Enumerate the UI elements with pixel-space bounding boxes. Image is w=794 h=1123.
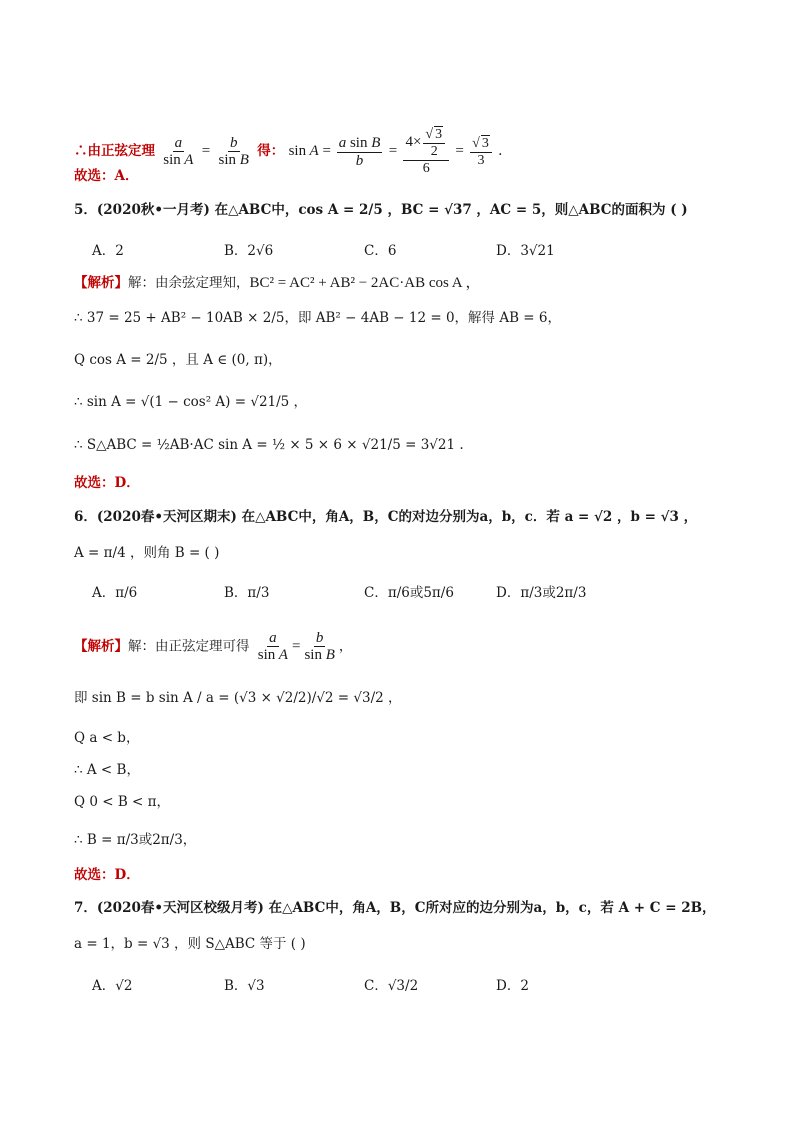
solution4-conclusion: ∴由正弦定理 $\frac{a}{\text{sin A}}$ = $\frac{b}{\text{sin B}}$ 得： sin A = $\frac{\text{a sin B}}{b}$ = 4× √ $\frac{3}{2}$ 6 = √ $\frac{3}{3}$ . (74, 126, 502, 177)
solution6-line3: Q a < b， (74, 730, 140, 746)
text: 得： (257, 143, 285, 159)
q6-option-a: A．π/6 (92, 585, 138, 601)
fraction: $\frac{a}{\text{sin A}}$ (257, 630, 288, 663)
answer-4: 故选：A． (74, 168, 139, 184)
q5-option-a: A．2 (92, 243, 124, 259)
answer-5: 故选：D． (74, 475, 140, 491)
question-6-stem-2: A = π/4 ，则角 B = ( ) (74, 545, 220, 561)
question-5-stem: 5．(2020秋•一月考) 在△ABC中，cos A = 2/5 ，BC = √37 ，AC = 5，则△ABC的面积为 ( ) (74, 202, 688, 218)
q6-option-b: B．π/3 (224, 585, 270, 601)
q6-option-c: C．π/6或5π/6 (364, 585, 454, 601)
q6-option-d: D．π/3或2π/3 (496, 585, 587, 601)
answer-6: 故选：D． (74, 867, 140, 883)
text: 解：由正弦定理可得 (128, 638, 250, 655)
solution6-line5: Q 0 < B < π， (74, 794, 171, 810)
q7-option-a: A．√2 (92, 978, 133, 994)
question-6-stem: 6．(2020春•天河区期末) 在△ABC中，角A，B，C的对边分别为a，b，c．若 a = √2 ，b = √3 ， (74, 509, 698, 525)
q7-option-b: B．√3 (224, 978, 265, 994)
fraction: $\frac{a}{\text{sin A}}$ (163, 134, 194, 168)
solution6-line6: ∴ B = π/3或2π/3， (74, 832, 197, 848)
fraction: $\frac{b}{\text{sin B}}$ (218, 134, 249, 168)
fraction: 4× √ $\frac{3}{2}$ 6 (403, 126, 449, 177)
q5-option-d: D．3√21 (496, 243, 555, 259)
solution-tag: 【解析】 (74, 275, 128, 291)
fraction: $\frac{\text{a sin B}}{b}$ (338, 134, 381, 169)
fraction: $\frac{b}{\text{sin B}}$ (304, 630, 335, 663)
solution6-line2: 即 sin B = b sin A / a = (√3 × √2/2)/√2 = √3/2 ， (74, 690, 402, 706)
solution5-line2: ∴ 37 = 25 + AB² − 10AB × 2/5，即 AB² − 4AB − 12 = 0，解得 AB = 6， (74, 310, 561, 326)
text: . (498, 143, 503, 159)
fraction: √ $\frac{3}{3}$ (470, 135, 492, 169)
text: BC² = AC² + AB² − 2AC·AB cos A ， (249, 275, 481, 291)
solution5-line3: Q cos A = 2/5 ，且 A ∈ (0, π)， (74, 352, 282, 368)
solution5-line4: ∴ sin A = √(1 − cos² A) = √21/5 ， (74, 394, 308, 410)
solution-tag: 【解析】 (74, 638, 128, 655)
question-7-stem: 7．(2020春•天河区校级月考) 在△ABC中，角A，B，C所对应的边分别为a，b，c，若 A + C = 2B， (74, 900, 716, 916)
solution5-line5: ∴ S△ABC = ½AB·AC sin A = ½ × 5 × 6 × √21/5 = 3√21 . (74, 437, 464, 453)
question-7-stem-2: a = 1，b = √3 ，则 S△ABC 等于 ( ) (74, 936, 306, 952)
solution6-line1: 【解析】解：由正弦定理可得 $\frac{a}{\text{sin A}}$ = $\frac{b}{\text{sin B}}$ ， (74, 630, 353, 663)
q7-option-c: C．√3/2 (364, 978, 419, 994)
q5-option-c: C．6 (364, 243, 397, 259)
q5-option-b: B．2√6 (224, 243, 274, 259)
text: 解：由余弦定理知， (128, 275, 250, 291)
solution5-line1 (74, 273, 481, 293)
text: ∴由正弦定理 (74, 143, 155, 159)
q7-option-d: D．2 (496, 978, 529, 994)
solution6-line4: ∴ A < B， (74, 762, 140, 778)
